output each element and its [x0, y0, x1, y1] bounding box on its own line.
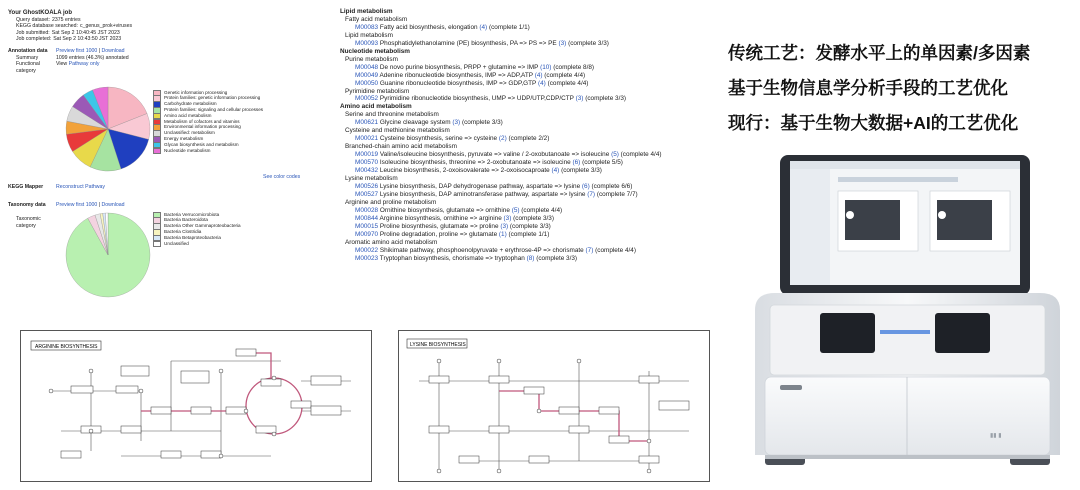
job-line: [8, 23, 333, 30]
job-line-value: Sat Sep 2 10:43:50 JST 2023: [53, 36, 122, 43]
module-completeness: (complete 2/2): [508, 135, 550, 143]
svg-text:▮▮ ▮: ▮▮ ▮: [990, 433, 1002, 439]
module-id-link[interactable]: M00970: [355, 230, 379, 238]
module-row: [340, 95, 725, 103]
job-line-value: c_genus_prok+viruses: [80, 23, 133, 30]
legend-label: Unclassified: [164, 240, 189, 246]
module-row: [340, 223, 725, 231]
lysine-pathway-map: [398, 330, 710, 482]
legend-label: Bacteria Clostridia: [164, 229, 202, 234]
legend-item: [153, 148, 263, 154]
module-id-link[interactable]: M00022: [355, 246, 379, 254]
module-completeness: (complete 3/3): [536, 254, 578, 262]
module-count-link[interactable]: (4): [534, 71, 543, 79]
legend-label: Energy metabolism: [164, 135, 204, 141]
sequencing-instrument-image: [750, 155, 1065, 485]
job-line-label: Query dataset:: [16, 16, 51, 23]
module-subcategory: Lipid metabolism: [345, 31, 393, 39]
module-row: [340, 40, 725, 48]
module-subcategory: Cysteine and methionine metabolism: [345, 127, 450, 135]
module-description: Proline biosynthesis, glutamate => proline: [379, 222, 499, 230]
see-color-codes-link[interactable]: See color codes: [263, 174, 301, 180]
module-id-link[interactable]: M00015: [355, 222, 379, 230]
module-id-link[interactable]: M00028: [355, 206, 379, 214]
slogan-bioinformatics: 基于生物信息学分析手段的工艺优化: [728, 78, 1008, 98]
module-id-link[interactable]: M00023: [355, 254, 379, 262]
taxonomy-heading: Taxonomy data: [8, 202, 46, 208]
module-description: Lysine biosynthesis, DAP dehydrogenase pathway, aspartate => lysine: [379, 182, 581, 190]
view-prefix: View: [56, 61, 68, 68]
module-count-link[interactable]: (3): [575, 95, 584, 103]
slogan-ai: 现行：基于生物大数据+AI的工艺优化: [728, 113, 1019, 133]
map-title: LYSINE BIOSYNTHESIS: [410, 342, 466, 348]
annotation-download-link[interactable]: Download: [101, 47, 125, 54]
module-row: [340, 119, 725, 127]
job-line-label: Job completed:: [16, 36, 52, 43]
module-count-link[interactable]: (3): [452, 119, 461, 127]
module-row: [340, 135, 725, 143]
module-completeness: (complete 1/1): [508, 230, 550, 238]
module-id-link[interactable]: M00570: [355, 159, 379, 167]
summary-value: 1099 entries (46.3%) annotated: [56, 54, 129, 61]
module-category-heading: Amino acid metabolism: [340, 103, 412, 111]
module-count-link[interactable]: (4): [479, 23, 488, 31]
module-completeness: (complete 4/4): [521, 206, 563, 214]
module-description: Proline degradation, proline => glutamate: [379, 230, 498, 238]
module-row: [340, 64, 725, 72]
taxonomy-legend: [153, 212, 241, 247]
module-completeness: (complete 3/3): [561, 167, 602, 175]
module-description: Adenine ribonucleotide biosynthesis, IMP => ADP,ATP: [379, 71, 533, 79]
module-row: [340, 80, 725, 88]
legend-label: Glycan biosynthesis and metabolism: [164, 141, 239, 147]
arginine-pathway-map: [20, 330, 372, 482]
module-completeness: (complete 3/3): [509, 222, 551, 230]
module-row: [340, 24, 725, 32]
module-description: De novo purine biosynthesis, PRPP + glutamine => IMP: [379, 63, 539, 71]
module-subcategory: Fatty acid metabolism: [345, 15, 408, 23]
module-count-link[interactable]: (7): [585, 246, 594, 254]
module-count-link[interactable]: (1): [498, 230, 507, 238]
module-category-heading: Lipid metabolism: [340, 8, 393, 15]
module-row: [340, 159, 725, 167]
reconstruct-pathway-link[interactable]: Reconstruct Pathway: [56, 184, 106, 190]
module-description: Valine/isoleucine biosynthesis, pyruvate => valine / 2-oxobutanoate => isoleucine: [379, 151, 610, 159]
taxonomy-preview-link[interactable]: Preview first 1000: [56, 202, 98, 208]
legend-label: Bacteria Verrucomicrobiota: [164, 211, 220, 217]
module-completeness: (complete 4/4): [620, 151, 662, 159]
module-id-link[interactable]: M00093: [355, 39, 379, 47]
module-row: [340, 247, 725, 255]
module-count-link[interactable]: (7): [587, 190, 596, 198]
legend-label: Bacteria Betaproteobacteria: [164, 234, 221, 240]
module-subcategory: Pyrimidine metabolism: [345, 87, 410, 95]
module-id-link[interactable]: M00527: [355, 190, 379, 198]
module-count-link[interactable]: (8): [526, 254, 535, 262]
module-description: Isoleucine biosynthesis, threonine => 2-oxobutanoate => isoleucine: [379, 159, 571, 167]
module-row: [340, 191, 725, 199]
legend-label: Bacteria Bacteroidota: [164, 217, 208, 223]
legend-label: Metabolism of cofactors and vitamins: [164, 118, 240, 124]
job-line-label: Job submitted:: [16, 29, 50, 36]
module-description: Glycine cleavage system: [379, 119, 451, 127]
module-id-link[interactable]: M00049: [355, 71, 379, 79]
module-count-link[interactable]: (4): [537, 79, 546, 87]
module-description: Cysteine biosynthesis, serine => cysteine: [379, 135, 498, 143]
module-id-link[interactable]: M00052: [355, 95, 379, 103]
legend-label: Genetic information processing: [164, 89, 228, 95]
legend-item: [153, 241, 241, 247]
legend-label: Protein families: signaling and cellular processes: [164, 107, 264, 112]
job-line-value: Sat Sep 2 10:40:45 JST 2023: [51, 29, 120, 36]
module-completeness: (complete 5/5): [582, 159, 623, 167]
separator: |: [98, 202, 101, 208]
module-id-link[interactable]: M00021: [355, 135, 379, 143]
legend-label: Nucleotide metabolism: [164, 147, 211, 153]
kegg-module-list: [340, 8, 725, 308]
kegg-mapper-heading: KEGG Mapper: [8, 184, 44, 190]
module-count-link[interactable]: (3): [558, 39, 567, 47]
module-row: [340, 72, 725, 80]
module-description: Pyrimidine ribonucleotide biosynthesis, UMP => UDP/UTP,CDP/CTP: [379, 95, 574, 103]
legend-label: Amino acid metabolism: [164, 112, 212, 118]
map-title: ARGININE BIOSYNTHESIS: [35, 344, 98, 350]
module-completeness: (complete 3/3): [461, 119, 503, 127]
taxonomy-pie-chart: [63, 210, 153, 300]
module-category-heading: Nucleotide metabolism: [340, 47, 410, 55]
job-line: [8, 30, 333, 37]
functional-legend: [153, 90, 263, 154]
module-row: [340, 151, 725, 159]
job-info: [8, 17, 333, 43]
module-description: Fatty acid biosynthesis, elongation: [379, 23, 478, 31]
module-row: [340, 183, 725, 191]
job-line: [8, 36, 333, 43]
job-title: Your GhostKOALA job: [8, 10, 72, 16]
module-count-link[interactable]: (6): [581, 182, 590, 190]
legend-label: Environmental information processing: [164, 124, 241, 130]
legend-label: Unclassified: metabolism: [164, 130, 215, 136]
module-completeness: (complete 8/8): [553, 63, 595, 71]
module-completeness: (complete 3/3): [585, 95, 627, 103]
separator: |: [98, 47, 101, 54]
job-line-value: 2375 entries: [52, 16, 81, 23]
module-completeness: (complete 3/3): [568, 39, 609, 47]
module-id-link[interactable]: M00083: [355, 23, 379, 31]
functional-label: Functional category: [16, 61, 40, 74]
module-id-link[interactable]: M00432: [355, 167, 379, 175]
module-description: Leucine biosynthesis, 2-oxoisovalerate => 2-oxoisocaproate: [379, 167, 550, 175]
module-count-link[interactable]: (5): [511, 206, 520, 214]
functional-pie-chart: [63, 84, 153, 174]
module-completeness: (complete 6/6): [591, 182, 633, 190]
job-line-label: KEGG database searched:: [16, 23, 78, 30]
taxonomic-category-label: Taxonomic category: [16, 216, 41, 229]
module-id-link[interactable]: M00621: [355, 119, 379, 127]
module-subcategory: Lysine metabolism: [345, 175, 398, 183]
module-row: [340, 255, 725, 263]
annotation-preview-link[interactable]: Preview first 1000: [56, 47, 98, 54]
ghostkoala-panel: [8, 10, 333, 310]
job-line: [8, 17, 333, 24]
module-description: Guanine ribonucleotide biosynthesis, IMP => GDP,GTP: [379, 79, 537, 87]
module-row: [340, 207, 725, 215]
module-count-link[interactable]: (4): [551, 167, 560, 175]
module-completeness: (complete 3/3): [513, 214, 554, 222]
module-subcategory: Arginine and proline metabolism: [345, 198, 437, 206]
module-description: Phosphatidylethanolamine (PE) biosynthesis, PA => PS => PE: [379, 39, 557, 47]
legend-label: Bacteria Other Gammaproteobacteria: [164, 223, 241, 229]
module-row: [340, 231, 725, 239]
pathway-only-link[interactable]: Pathway only: [68, 61, 100, 68]
module-completeness: (complete 4/4): [544, 71, 586, 79]
module-subcategory: Purine metabolism: [345, 55, 398, 63]
module-description: Shikimate pathway, phosphoenolpyruvate + erythrose-4P => chorismate: [379, 246, 584, 254]
module-count-link[interactable]: (5): [611, 151, 619, 159]
module-description: Ornithine biosynthesis, glutamate => ornithine: [379, 206, 510, 214]
module-completeness: (complete 7/7): [596, 190, 638, 198]
annotation-heading: Annotation data: [8, 47, 48, 54]
module-subcategory: Serine and threonine metabolism: [345, 111, 439, 119]
module-description: Arginine biosynthesis, ornithine => arginine: [379, 214, 502, 222]
module-count-link[interactable]: (6): [572, 159, 581, 167]
module-count-link[interactable]: (10): [540, 63, 552, 71]
module-completeness: (complete 1/1): [488, 23, 530, 31]
module-count-link[interactable]: (2): [498, 135, 507, 143]
module-row: [340, 215, 725, 223]
module-id-link[interactable]: M00844: [355, 214, 379, 222]
legend-swatch: [153, 241, 161, 248]
module-row: [340, 167, 725, 175]
module-id-link[interactable]: M00048: [355, 63, 379, 71]
module-description: Lysine biosynthesis, DAP aminotransferase pathway, aspartate => lysine: [379, 190, 586, 198]
module-completeness: (complete 4/4): [547, 79, 589, 87]
module-description: Tryptophan biosynthesis, chorismate => tryptophan: [379, 254, 525, 262]
module-subcategory: Branched-chain amino acid metabolism: [345, 143, 457, 151]
module-id-link[interactable]: M00019: [355, 151, 379, 159]
taxonomy-download-link[interactable]: Download: [101, 202, 125, 208]
module-count-link[interactable]: (3): [500, 222, 509, 230]
module-count-link[interactable]: (3): [503, 214, 512, 222]
process-optimization-notes: [728, 36, 1078, 141]
module-id-link[interactable]: M00526: [355, 182, 379, 190]
legend-swatch: [153, 148, 161, 155]
slogan-traditional: 传统工艺：发酵水平上的单因素/多因素: [728, 43, 1031, 63]
legend-label: Carbohydrate metabolism: [164, 101, 217, 107]
module-id-link[interactable]: M00050: [355, 79, 379, 87]
module-subcategory: Aromatic amino acid metabolism: [345, 238, 438, 246]
summary-label: Summary: [16, 54, 39, 61]
module-completeness: (complete 4/4): [595, 246, 636, 254]
legend-label: Protein families: genetic information processing: [164, 95, 261, 101]
